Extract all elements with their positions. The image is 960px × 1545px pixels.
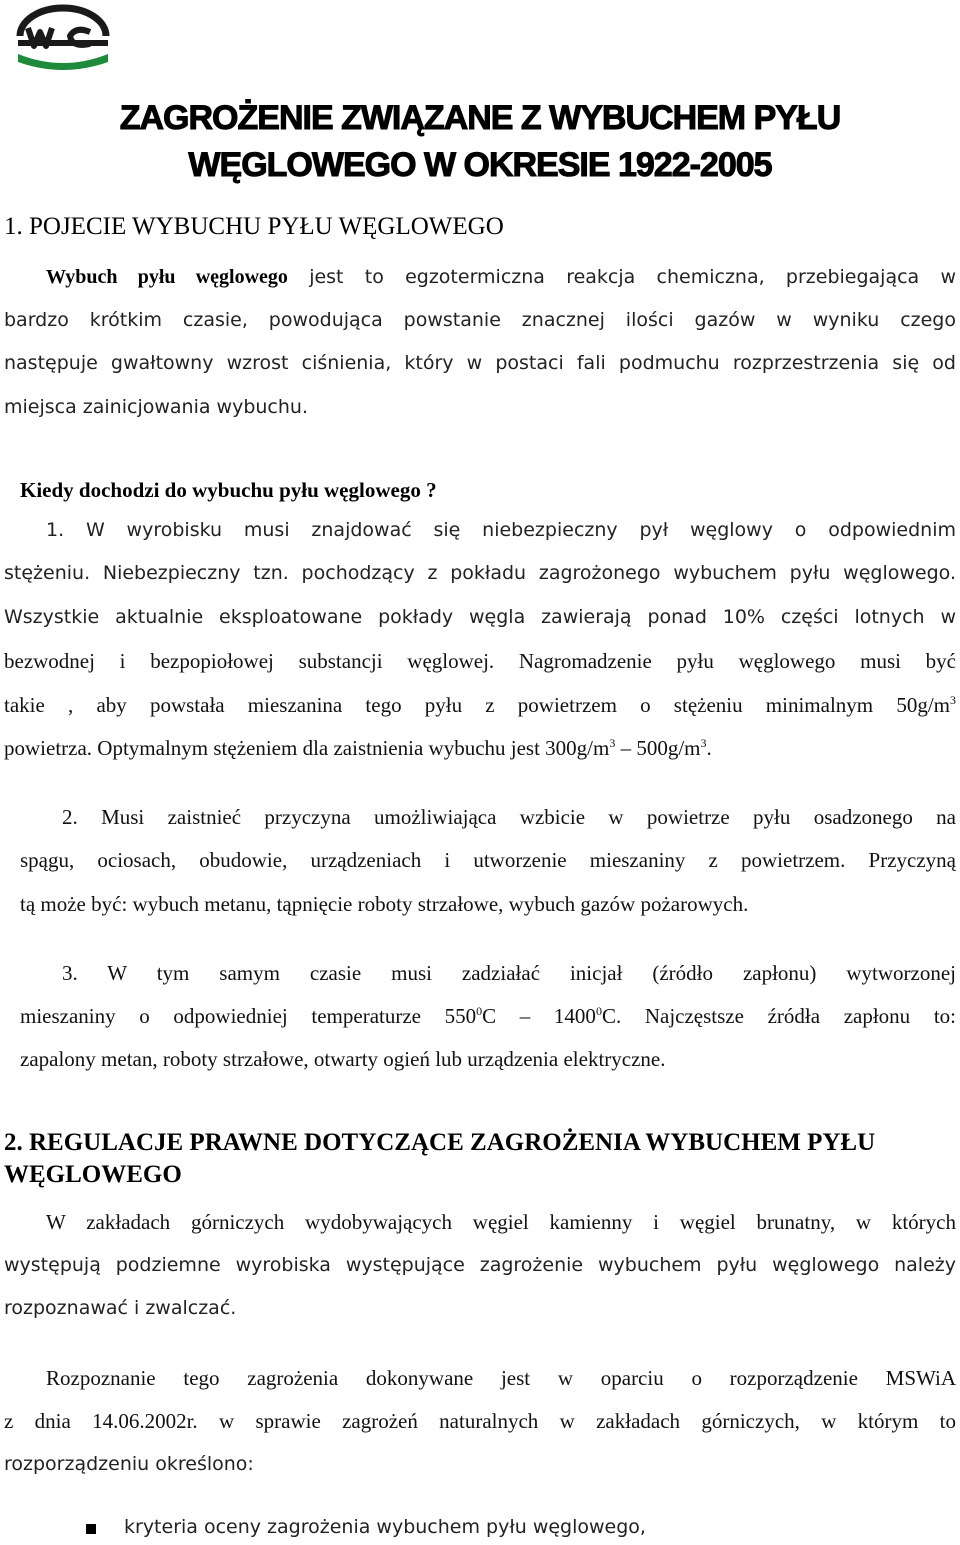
point-1-line-2: stężeniu. Niebezpieczny tzn. pochodzący z pokładu zagrożonego wybuchem pyłu węglowego.: [4, 562, 956, 584]
point-1-line-6-text-b: – 500g/m: [615, 736, 701, 760]
superscript-3: 3: [700, 736, 707, 750]
document-title-line-1: ZAGROŻENIE ZWIĄZANE Z WYBUCHEM PYŁU: [119, 99, 841, 137]
intro-line-3: następuje gwałtowny wzrost ciśnienia, który w postaci fali podmuchu rozprzestrzenia się od: [4, 352, 956, 374]
company-logo: [14, 2, 112, 74]
section-1-heading: 1. POJECIE WYBUCHU PYŁU WĘGLOWEGO: [4, 213, 504, 240]
point-1-line-6: [4, 736, 712, 761]
point-2-line-2: spągu, ociosach, obudowie, urządzeniach i utworzenie mieszaniny z powietrzem. Przyczyną: [20, 848, 956, 872]
point-1-line-6-text-a: powietrza. Optymalnym stężeniem dla zaistnienia wybuchu jest 300g/m: [4, 736, 610, 760]
section-2-heading-line-1: 2. REGULACJE PRAWNE DOTYCZĄCE ZAGROŻENIA WYBUCHEM PYŁU: [4, 1129, 876, 1156]
point-1-line-1: 1. W wyrobisku musi znajdować się niebezpieczny pył węglowy o odpowiednim: [46, 519, 956, 541]
intro-term: Wybuch pyłu węglowego: [46, 266, 288, 288]
regulation-p1-line-1: W zakładach górniczych wydobywających węgiel kamienny i węgiel brunatny, w których: [46, 1210, 956, 1234]
intro-line-1-text: jest to egzotermiczna reakcja chemiczna, przebiegająca w: [287, 266, 956, 288]
question-heading: Kiedy dochodzi do wybuchu pyłu węglowego ?: [20, 478, 437, 502]
intro-line-2: bardzo krótkim czasie, powodująca powstanie znacznej ilości gazów w wyniku czego: [4, 309, 956, 331]
regulation-p2-line-2: z dnia 14.06.2002r. w sprawie zagrożeń naturalnych w zakładach górniczych, w którym to: [4, 1409, 956, 1433]
intro-line-4: miejsca zainicjowania wybuchu.: [4, 396, 308, 418]
point-3-line-2: [20, 1004, 956, 1029]
point-1-line-4: bezwodnej i bezpopiołowej substancji węglowej. Nagromadzenie pyłu węglowego musi być: [4, 649, 956, 673]
regulation-p2-line-1: Rozpoznanie tego zagrożenia dokonywane jest w oparciu o rozporządzenie MSWiA: [46, 1366, 956, 1390]
point-1-line-3: Wszystkie aktualnie eksploatowane pokłady węgla zawierają ponad 10% części lotnych w: [4, 606, 956, 628]
point-3-line-3: zapalony metan, roboty strzałowe, otwarty ogień lub urządzenia elektryczne.: [20, 1047, 666, 1071]
superscript-3: 3: [950, 693, 956, 707]
point-1-line-5-text: takie , aby powstała mieszanina tego pyłu z powietrzem o stężeniu minimalnym 50g/m: [4, 693, 950, 717]
bullet-item: kryteria oceny zagrożenia wybuchem pyłu węglowego,: [124, 1516, 646, 1538]
superscript-degree: 0: [476, 1004, 483, 1018]
superscript-degree: 0: [595, 1004, 602, 1018]
regulation-p1-line-3: rozpoznawać i zwalczać.: [4, 1297, 237, 1319]
point-3-line-2-text-a: mieszaniny o odpowiedniej temperaturze 550: [20, 1004, 477, 1028]
bullet-square-icon: [86, 1524, 96, 1534]
point-3-line-1: 3. W tym samym czasie musi zadziałać inicjał (źródło zapłonu) wytworzonej: [62, 961, 956, 985]
point-2-line-3: tą może być: wybuch metanu, tąpnięcie roboty strzałowe, wybuch gazów pożarowych.: [20, 892, 749, 916]
point-1-line-5: [4, 693, 956, 718]
regulation-p1-line-2: występują podziemne wyrobiska występujące zagrożenie wybuchem pyłu węglowego należy: [4, 1254, 956, 1276]
point-3-line-2-text-b: C – 1400: [482, 1004, 596, 1028]
superscript-3: 3: [609, 736, 616, 750]
intro-line-1: [46, 266, 956, 289]
regulation-p2-line-3: rozporządzeniu określono:: [4, 1453, 254, 1475]
point-3-line-2-text-c: C. Najczęstsze źródła zapłonu to:: [601, 1004, 956, 1028]
point-2-line-1: 2. Musi zaistnieć przyczyna umożliwiająca wzbicie w powietrze pyłu osadzonego na: [62, 805, 956, 829]
document-title-line-2: WĘGLOWEGO W OKRESIE 1922-2005: [188, 146, 772, 184]
section-2-heading-line-2: WĘGLOWEGO: [4, 1161, 182, 1188]
point-1-line-6-text-c: .: [706, 736, 712, 760]
